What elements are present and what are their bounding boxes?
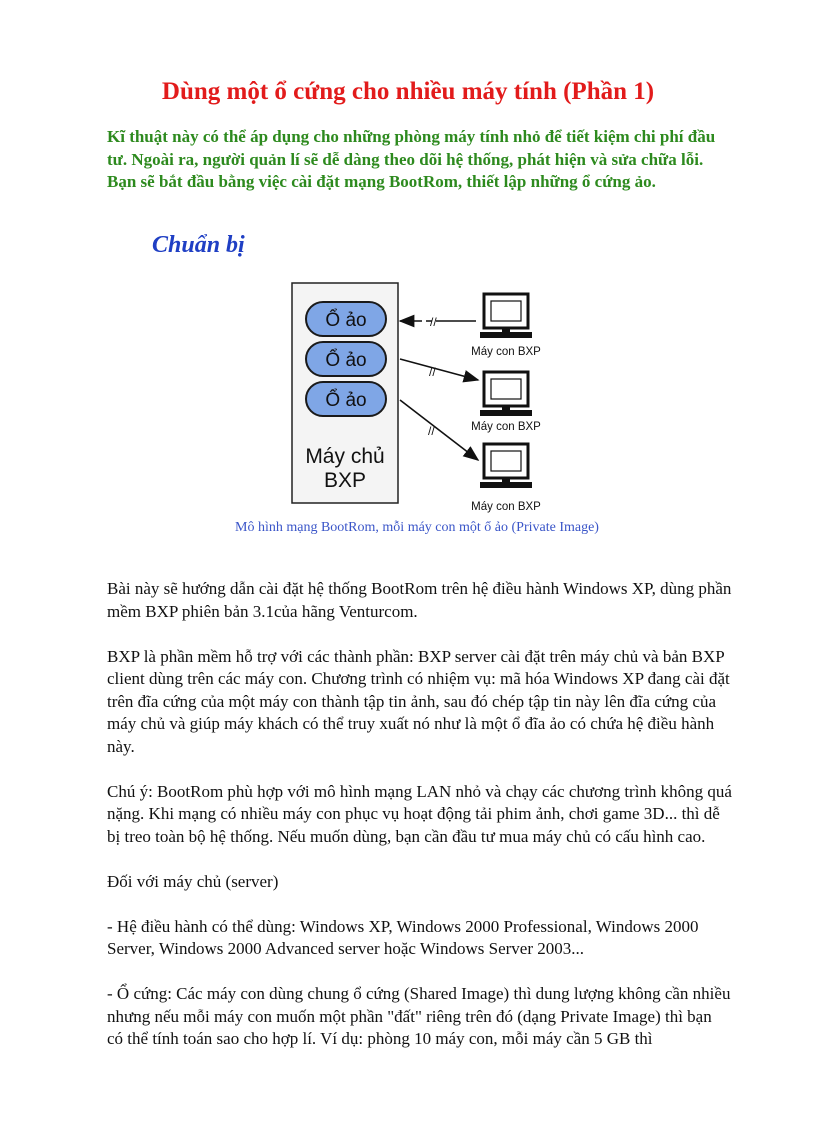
body-paragraph: Đối với máy chủ (server) [107, 871, 279, 891]
client-computer-1 [471, 294, 541, 358]
server-label-line2: BXP [323, 469, 367, 492]
body-paragraph: - Hệ điều hành có thể dùng: Windows XP, Windows 2000 Professional, Windows 2000 Server, Windows 2000 Advanced server hoặc Windows Server 2003... [107, 916, 699, 958]
connection-arrow-2 [400, 359, 478, 380]
client-computer-3 [471, 444, 541, 513]
computer-icon [480, 444, 532, 488]
server-label-line1: Máy chủ [305, 445, 385, 468]
intro-paragraph: Kĩ thuật này có thể áp dụng cho những phòng máy tính nhỏ để tiết kiệm chi phí đầu tư. Ngoài ra, người quản lí sẽ dễ dàng theo dõi hệ thống, phát hiện và sửa chữa lỗi. Bạn sẽ bắt đầu bằng việc cài đặt mạng BootRom, thiết lập những ổ cứng ảo. [107, 127, 716, 191]
virtual-disk-label: Ổ ảo [325, 390, 367, 411]
connection-mark-icon: // [430, 315, 437, 329]
virtual-disk-label: Ổ ảo [325, 310, 367, 331]
connection-arrow-1 [400, 315, 476, 329]
connection-mark-icon: // [428, 424, 435, 438]
virtual-disk-label: Ổ ảo [325, 350, 367, 371]
section-heading: Chuẩn bị [152, 232, 245, 258]
client-label: Máy con BXP [471, 421, 541, 433]
body-paragraph: Bài này sẽ hướng dẫn cài đặt hệ thống BootRom trên hệ điều hành Windows XP, dùng phần mềm BXP phiên bản 3.1của hãng Venturcom. [107, 579, 732, 621]
virtual-disk-3 [306, 382, 386, 416]
client-label: Máy con BXP [471, 501, 541, 513]
virtual-disk-2 [306, 342, 386, 376]
client-label: Máy con BXP [471, 346, 541, 358]
body-paragraph: - Ổ cứng: Các máy con dùng chung ổ cứng (Shared Image) thì dung lượng không cần nhiều nhưng nếu mỗi máy con muốn một phần "đất" riêng trên đó (dạng Private Image) thì bạn có thể tính toán sao cho hợp lí. Ví dụ: phòng 10 máy con, mỗi máy cần 5 GB thì [107, 984, 731, 1048]
client-computer-2 [471, 372, 541, 433]
computer-icon [480, 294, 532, 338]
figure-caption: Mô hình mạng BootRom, mỗi máy con một ổ ảo (Private Image) [235, 520, 599, 535]
bootrom-network-diagram [288, 280, 560, 516]
body-paragraph: Chú ý: BootRom phù hợp với mô hình mạng LAN nhỏ và chạy các chương trình không quá nặng. Khi mạng có nhiều máy con phục vụ hoạt động tải phim ảnh, chơi game 3D... thì dễ bị treo toàn bộ hệ thống. Nếu muốn dùng, bạn cần đầu tư mua máy chủ có cấu hình cao. [107, 781, 732, 846]
body-paragraph: BXP là phần mềm hỗ trợ với các thành phần: BXP server cài đặt trên máy chủ và bản BXP client dùng trên các máy con. Chương trình có nhiệm vụ: mã hóa Windows XP đang cài đặt trên đĩa cứng của một máy con thành tập tin ảnh, sau đó chép tập tin này lên đĩa cứng của máy chủ và giúp máy khách có thể truy xuất nó như là một ổ đĩa ảo có chứa hệ điều hành này. [107, 646, 730, 756]
article-body [107, 578, 732, 1073]
virtual-disk-1 [306, 302, 386, 336]
page-title: Dùng một ổ cứng cho nhiều máy tính (Phần 1) [161, 78, 655, 105]
connection-mark-icon: // [429, 365, 436, 379]
connection-arrow-3 [400, 400, 478, 460]
computer-icon [480, 372, 532, 416]
